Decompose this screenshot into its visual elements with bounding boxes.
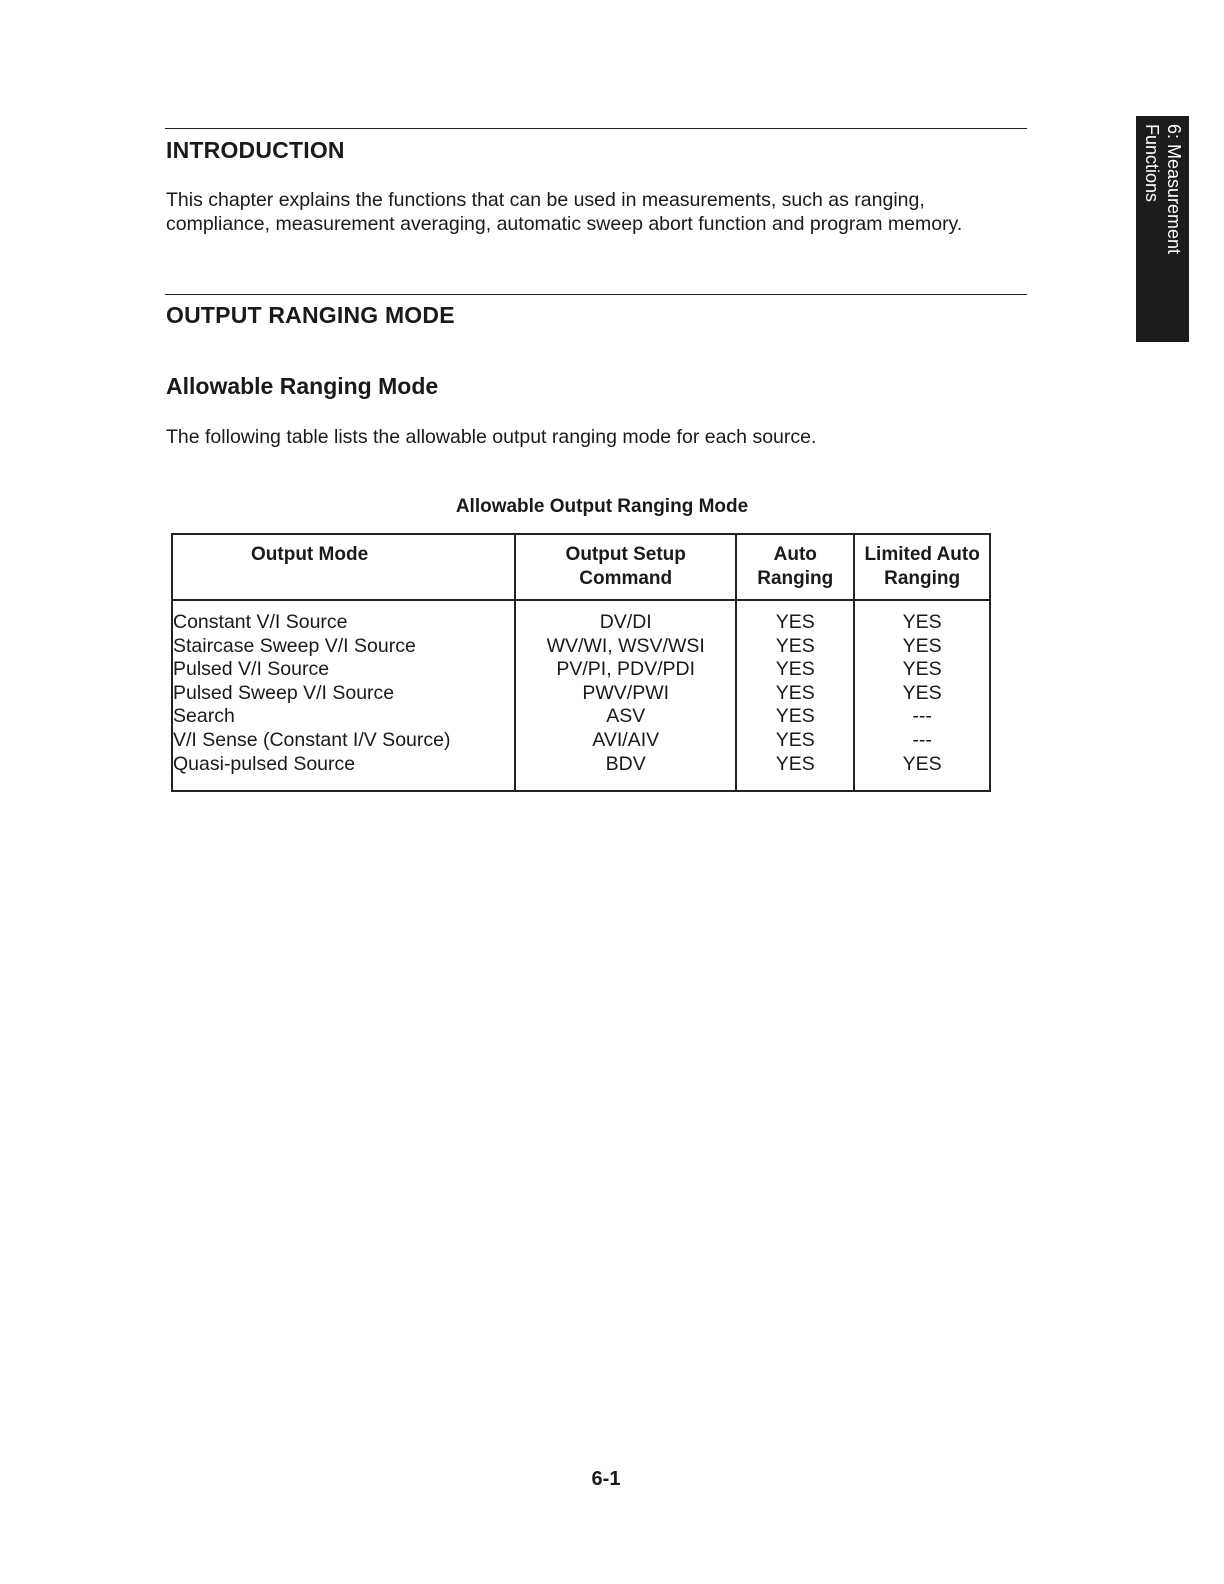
cell-limited-auto-ranging: YES xyxy=(854,635,990,659)
table-row xyxy=(172,753,990,792)
cell-command: PWV/PWI xyxy=(515,682,736,706)
header-lim-line2: Ranging xyxy=(884,568,961,589)
introduction-heading: INTRODUCTION xyxy=(166,137,345,163)
output-ranging-paragraph: The following table lists the allowable output ranging mode for each source. xyxy=(166,426,817,448)
cell-limited-auto-ranging: YES xyxy=(854,658,990,682)
cell-auto-ranging: YES xyxy=(736,729,854,753)
cell-command: AVI/AIV xyxy=(515,729,736,753)
chapter-tab-line1: 6: Measurement xyxy=(1164,124,1184,255)
table-row xyxy=(172,600,990,635)
chapter-tab-line2: Functions xyxy=(1142,124,1162,203)
cell-output-mode: Pulsed V/I Source xyxy=(172,658,515,682)
section-rule-introduction xyxy=(165,128,1027,129)
cell-auto-ranging: YES xyxy=(736,753,854,792)
cell-auto-ranging: YES xyxy=(736,705,854,729)
header-output-mode-label: Output Mode xyxy=(251,544,369,565)
header-lim-line1: Limited Auto xyxy=(864,544,980,565)
introduction-line-2: compliance, measurement averaging, automatic sweep abort function and program memory. xyxy=(166,213,963,235)
cell-limited-auto-ranging: YES xyxy=(854,682,990,706)
cell-auto-ranging: YES xyxy=(736,682,854,706)
header-auto-line2: Ranging xyxy=(757,568,834,589)
cell-limited-auto-ranging: YES xyxy=(854,600,990,635)
cell-auto-ranging: YES xyxy=(736,635,854,659)
table-caption: Allowable Output Ranging Mode xyxy=(455,496,749,517)
cell-auto-ranging: YES xyxy=(736,600,854,635)
cell-output-mode: V/I Sense (Constant I/V Source) xyxy=(172,729,515,753)
header-output-mode xyxy=(172,534,515,600)
cell-output-mode: Pulsed Sweep V/I Source xyxy=(172,682,515,706)
cell-limited-auto-ranging: --- xyxy=(854,705,990,729)
chapter-tab-text xyxy=(1136,116,1189,342)
table-row xyxy=(172,658,990,682)
output-ranging-heading: OUTPUT RANGING MODE xyxy=(166,302,455,328)
cell-command: BDV xyxy=(515,753,736,792)
header-output-setup-command xyxy=(515,534,736,600)
table-header-row xyxy=(172,534,990,600)
cell-output-mode: Constant V/I Source xyxy=(172,600,515,635)
cell-command: WV/WI, WSV/WSI xyxy=(515,635,736,659)
introduction-paragraph xyxy=(166,188,962,236)
ranging-mode-table xyxy=(171,533,991,792)
table-row xyxy=(172,635,990,659)
table-row xyxy=(172,682,990,706)
header-cmd-line2: Command xyxy=(579,568,673,589)
allowable-ranging-subheading: Allowable Ranging Mode xyxy=(166,373,439,399)
page-number: 6-1 xyxy=(591,1468,621,1490)
header-auto-ranging xyxy=(736,534,854,600)
cell-command: DV/DI xyxy=(515,600,736,635)
cell-output-mode: Staircase Sweep V/I Source xyxy=(172,635,515,659)
cell-auto-ranging: YES xyxy=(736,658,854,682)
table-row xyxy=(172,705,990,729)
chapter-tab xyxy=(1136,116,1189,342)
cell-limited-auto-ranging: YES xyxy=(854,753,990,792)
cell-command: PV/PI, PDV/PDI xyxy=(515,658,736,682)
cell-output-mode: Search xyxy=(172,705,515,729)
header-auto-line1: Auto xyxy=(773,544,817,565)
header-cmd-line1: Output Setup xyxy=(565,544,686,565)
header-limited-auto-ranging xyxy=(854,534,990,600)
introduction-line-1: This chapter explains the functions that can be used in measurements, such as ranging, xyxy=(166,189,925,211)
section-rule-output-ranging xyxy=(165,294,1027,295)
cell-command: ASV xyxy=(515,705,736,729)
cell-limited-auto-ranging: --- xyxy=(854,729,990,753)
cell-output-mode: Quasi-pulsed Source xyxy=(172,753,515,792)
table-row xyxy=(172,729,990,753)
